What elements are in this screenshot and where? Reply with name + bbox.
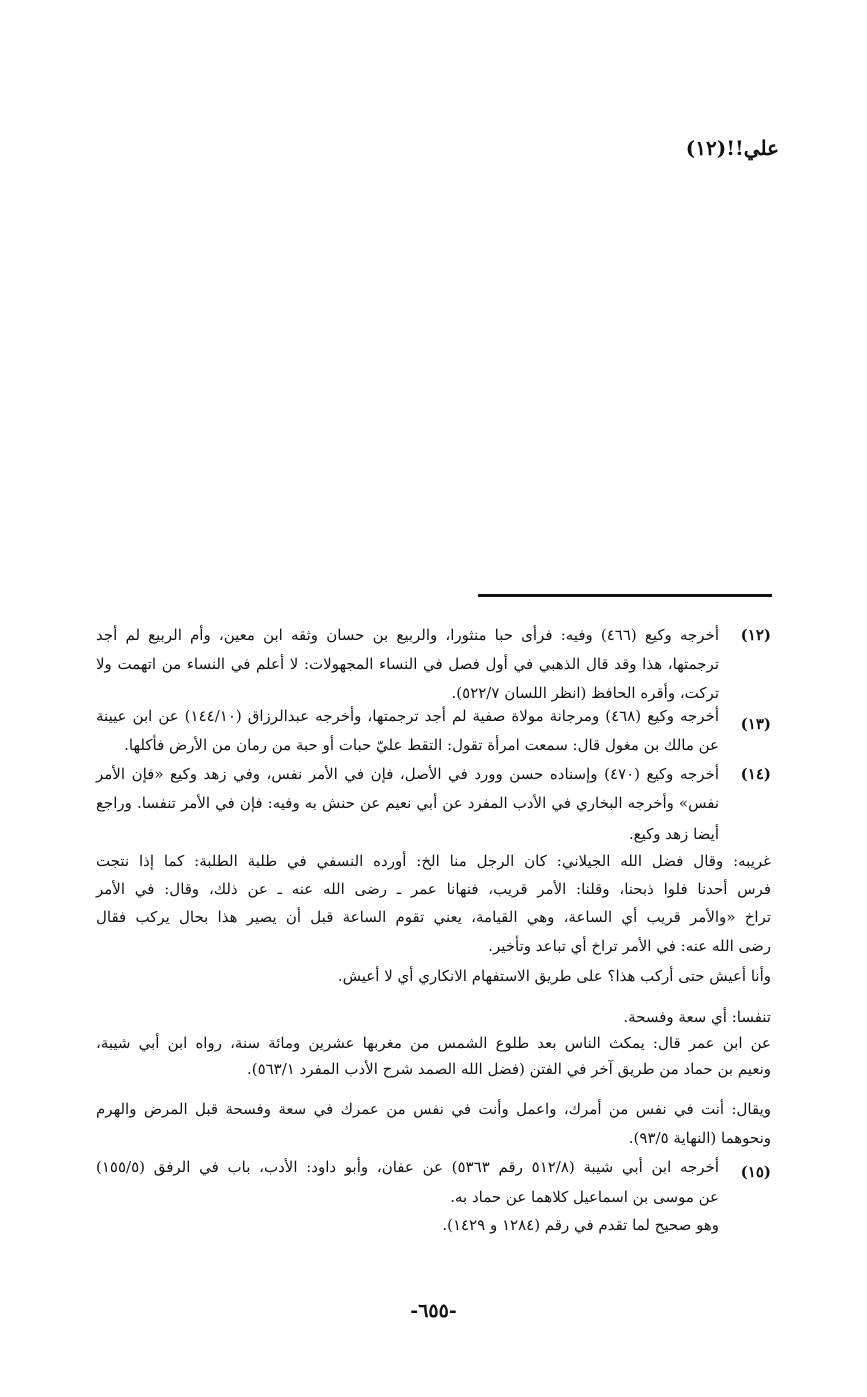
footnote-line: عن موسى بن اسماعيل كلاهما عن حماد به. — [450, 1188, 719, 1206]
footnote-line: تراخ «والأمر قريب أي الساعة، وهي القيامة، يعني تقوم الساعة قبل أن يصير هذا بحال يركب فقال — [96, 908, 771, 926]
footnote-line: رضى الله عنه: في الأمر تراخ أي تباعد وتأخير. — [488, 937, 771, 955]
footnote-number: (١٤) — [740, 765, 771, 783]
footnote-line: تركت، وأقره الحافظ (انظر اللسان ٥٢٢/٧). — [451, 684, 719, 702]
footnote-line: عن ابن عمر قال: يمكث الناس بعد طلوع الشمس من مغربها عشرين ومائة سنة، رواه ابن أبي شيبة، — [96, 1034, 771, 1052]
footnote-line: أخرجه ابن أبي شيبة (٥١٢/٨ رقم ٥٣٦٣) عن عفان، وأبو داود: الأدب، باب في الرفق (١٥٥/٥) — [96, 1158, 719, 1176]
carryover-line: علي!!(١٢) — [685, 136, 779, 160]
footnote-line: ونعيم بن حماد من طريق آخر في الفتن (فضل الله الصمد شرح الأدب المفرد ٥٦٣/١). — [246, 1060, 771, 1078]
footnote-line: أخرجه وكيع (٤٦٦) وفيه: فرأى حبا منثورا، والربيع بن حسان وثقه ابن معين، وأم الربيع لم أجد — [96, 626, 719, 644]
footnote-line: ونحوهما (النهاية ٩٣/٥). — [628, 1129, 771, 1147]
footnote-line: وهو صحيح لما تقدم في رقم (١٢٨٤ و ١٤٢٩). — [442, 1216, 719, 1234]
footnote-number: (١٥) — [740, 1163, 771, 1181]
footnote-line: فرس أحدنا فلوا ذبحنا، وقلنا: الأمر قريب، فنهانا عمر ـ رضى الله عنه ـ عن ذلك، وقال: في الأمر — [96, 880, 771, 898]
footnote-number: (١٢) — [740, 626, 771, 644]
footnote-line: نفس» وأخرجه البخاري في الأدب المفرد عن أبي نعيم عن حنش به وفيه: فإن في الأمر تنفسا. وراجع — [96, 794, 719, 812]
footnote-line: تنفسا: أي سعة وفسحة. — [623, 1008, 771, 1026]
footnote-line: غريبه: وقال فضل الله الجيلاني: كان الرجل منا الخ: أورده النسفي في طلبة الطلبة: كما إذا نتجت — [96, 852, 771, 870]
page-number: -٦٥٥- — [410, 1300, 457, 1322]
footnote-line: أخرجه وكيع (٤٦٨) ومرجانة مولاة صفية لم أجد ترجمتها، وأخرجه عبدالرزاق (١٤٤/١٠) عن ابن عيينة — [96, 707, 720, 725]
footnote-line: ترجمتها، هذا وقد قال الذهبي في أول فصل في النساء المجهولات: لا أعلم في النساء من اتهمت ولا — [96, 655, 719, 673]
footnote-number: (١٣) — [740, 715, 771, 733]
footnote-line: أخرجه وكيع (٤٧٠) وإسناده حسن وورد في الأصل، فإن في الأمر نفس، وفي زهد وكيع «فإن الأمر — [96, 765, 719, 783]
footnote-line: أيضا زهد وكيع. — [628, 825, 719, 843]
footnote-line: وأنا أعيش حتى أركب هذا؟ على طريق الاستفهام الانكاري أي لا أعيش. — [337, 967, 771, 985]
footnote-line: ويقال: أنت في نفس من أمرك، واعمل وأنت في نفس من عمرك في سعة وفسحة قبل المرض والهرم — [96, 1100, 771, 1118]
footnote-separator — [478, 594, 772, 597]
footnote-line: عن مالك بن مغول قال: سمعت امرأة تقول: التقط عليّ حبات أو حبة من رمان من الأرض فأكلها. — [124, 736, 719, 754]
